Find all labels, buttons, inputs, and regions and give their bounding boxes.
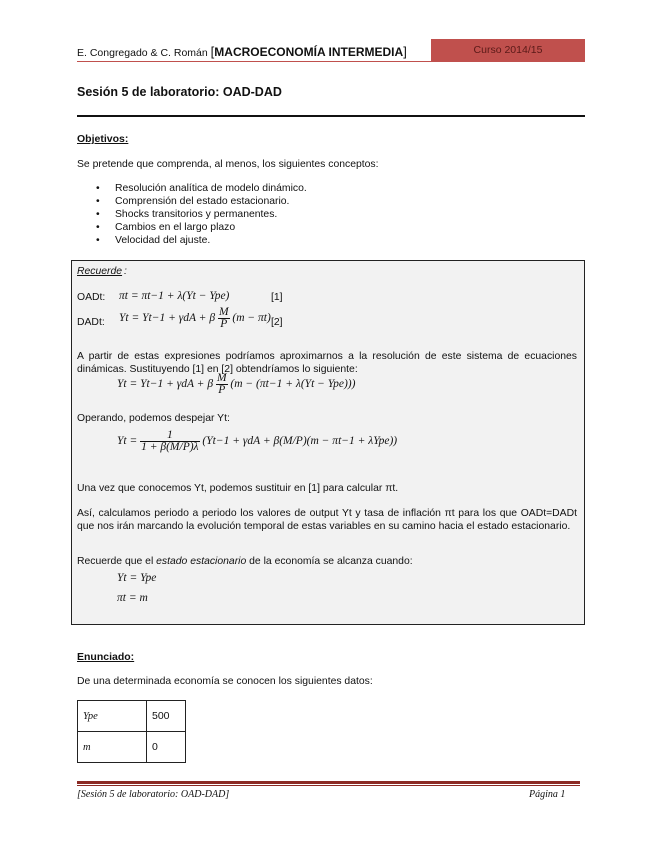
data-table bbox=[77, 700, 186, 763]
footer-rule bbox=[77, 781, 580, 784]
dad-label: DADt: bbox=[77, 317, 105, 328]
solved-equation: Yt = $\frac{1}{1 + \beta(M/P)\lambda}$ (Yt−1 + γdA + β(M/P)(m − πt−1 + λYpe)) bbox=[117, 429, 398, 453]
recuerde-para2: Una vez que conocemos Yt, podemos sustituir en [1] para calcular πt. bbox=[77, 483, 399, 494]
page-title: Sesión 5 de laboratorio: OAD-DAD bbox=[77, 85, 282, 99]
objetivos-heading: Objetivos: bbox=[77, 133, 129, 145]
oad-equation: πt = πt−1 + λ(Yt − Ype) bbox=[119, 290, 230, 302]
header-course: Curso 2014/15 bbox=[473, 44, 543, 56]
table-cell-value: 500 bbox=[147, 701, 186, 732]
header-title: MACROECONOMÍA INTERMEDIA bbox=[214, 45, 404, 59]
steady-state-inflation: πt = m bbox=[117, 592, 148, 604]
enunciado-text: De una determinada economía se conocen los siguientes datos: bbox=[77, 676, 373, 687]
list-item: • Velocidad del ajuste. bbox=[78, 234, 307, 247]
recuerde-heading: Recuerde bbox=[77, 266, 123, 277]
oad-number: [1] bbox=[271, 292, 283, 303]
footer-session: [Sesión 5 de laboratorio: OAD-DAD] bbox=[77, 789, 230, 800]
list-item: • Shocks transitorios y permanentes. bbox=[78, 208, 307, 221]
objetivos-intro: Se pretende que comprenda, al menos, los siguientes conceptos: bbox=[77, 159, 379, 170]
enunciado-heading: Enunciado: bbox=[77, 651, 135, 663]
objetivos-list bbox=[78, 182, 307, 247]
list-item: • Comprensión del estado estacionario. bbox=[78, 195, 307, 208]
dad-equation: Yt = Yt−1 + γdA + β $\frac{M}{P}$ (m − πt) bbox=[119, 306, 271, 330]
substituted-equation: Yt = Yt−1 + γdA + β $\frac{M}{P}$ (m − (πt−1 + λ(Yt − Ype))) bbox=[117, 372, 356, 396]
running-header: E. Congregado & C. Román [MACROECONOMÍA INTERMEDIA] bbox=[77, 44, 407, 59]
table-cell-key: Ype bbox=[78, 701, 147, 732]
steady-state-output: Yt = Ype bbox=[117, 572, 157, 584]
footer-page-number: Página 1 bbox=[529, 789, 566, 800]
header-rule bbox=[77, 61, 585, 62]
list-item: • Resolución analítica de modelo dinámico. bbox=[78, 182, 307, 195]
header-course-box bbox=[431, 39, 585, 61]
table-cell-key: m bbox=[78, 732, 147, 763]
table-cell-value: 0 bbox=[147, 732, 186, 763]
list-item: • Cambios en el largo plazo bbox=[78, 221, 307, 234]
recuerde-para4: Recuerde que el estado estacionario de la economía se alcanza cuando: bbox=[77, 556, 413, 567]
recuerde-para1: A partir de estas expresiones podríamos aproximarnos a la resolución de este sistema de ecuaciones dinámicas. Sustituyendo [1] en [2] obtendríamos lo siguiente: bbox=[77, 351, 577, 375]
table-row bbox=[78, 701, 186, 732]
title-rule bbox=[77, 115, 585, 117]
recuerde-para3: Así, calculamos periodo a periodo los valores de output Yt y tasa de inflación πt para los que OADt=DADt que nos irán marcando la evolución temporal de estas variables en su camino hacia el estado estacionario. bbox=[77, 508, 577, 532]
dad-number: [2] bbox=[271, 317, 283, 328]
oad-label: OADt: bbox=[77, 292, 106, 303]
header-authors: E. Congregado & C. Román bbox=[77, 47, 208, 59]
table-row bbox=[78, 732, 186, 763]
operando-text: Operando, podemos despejar Yt: bbox=[77, 413, 230, 424]
footer-rule-thin bbox=[77, 785, 580, 786]
